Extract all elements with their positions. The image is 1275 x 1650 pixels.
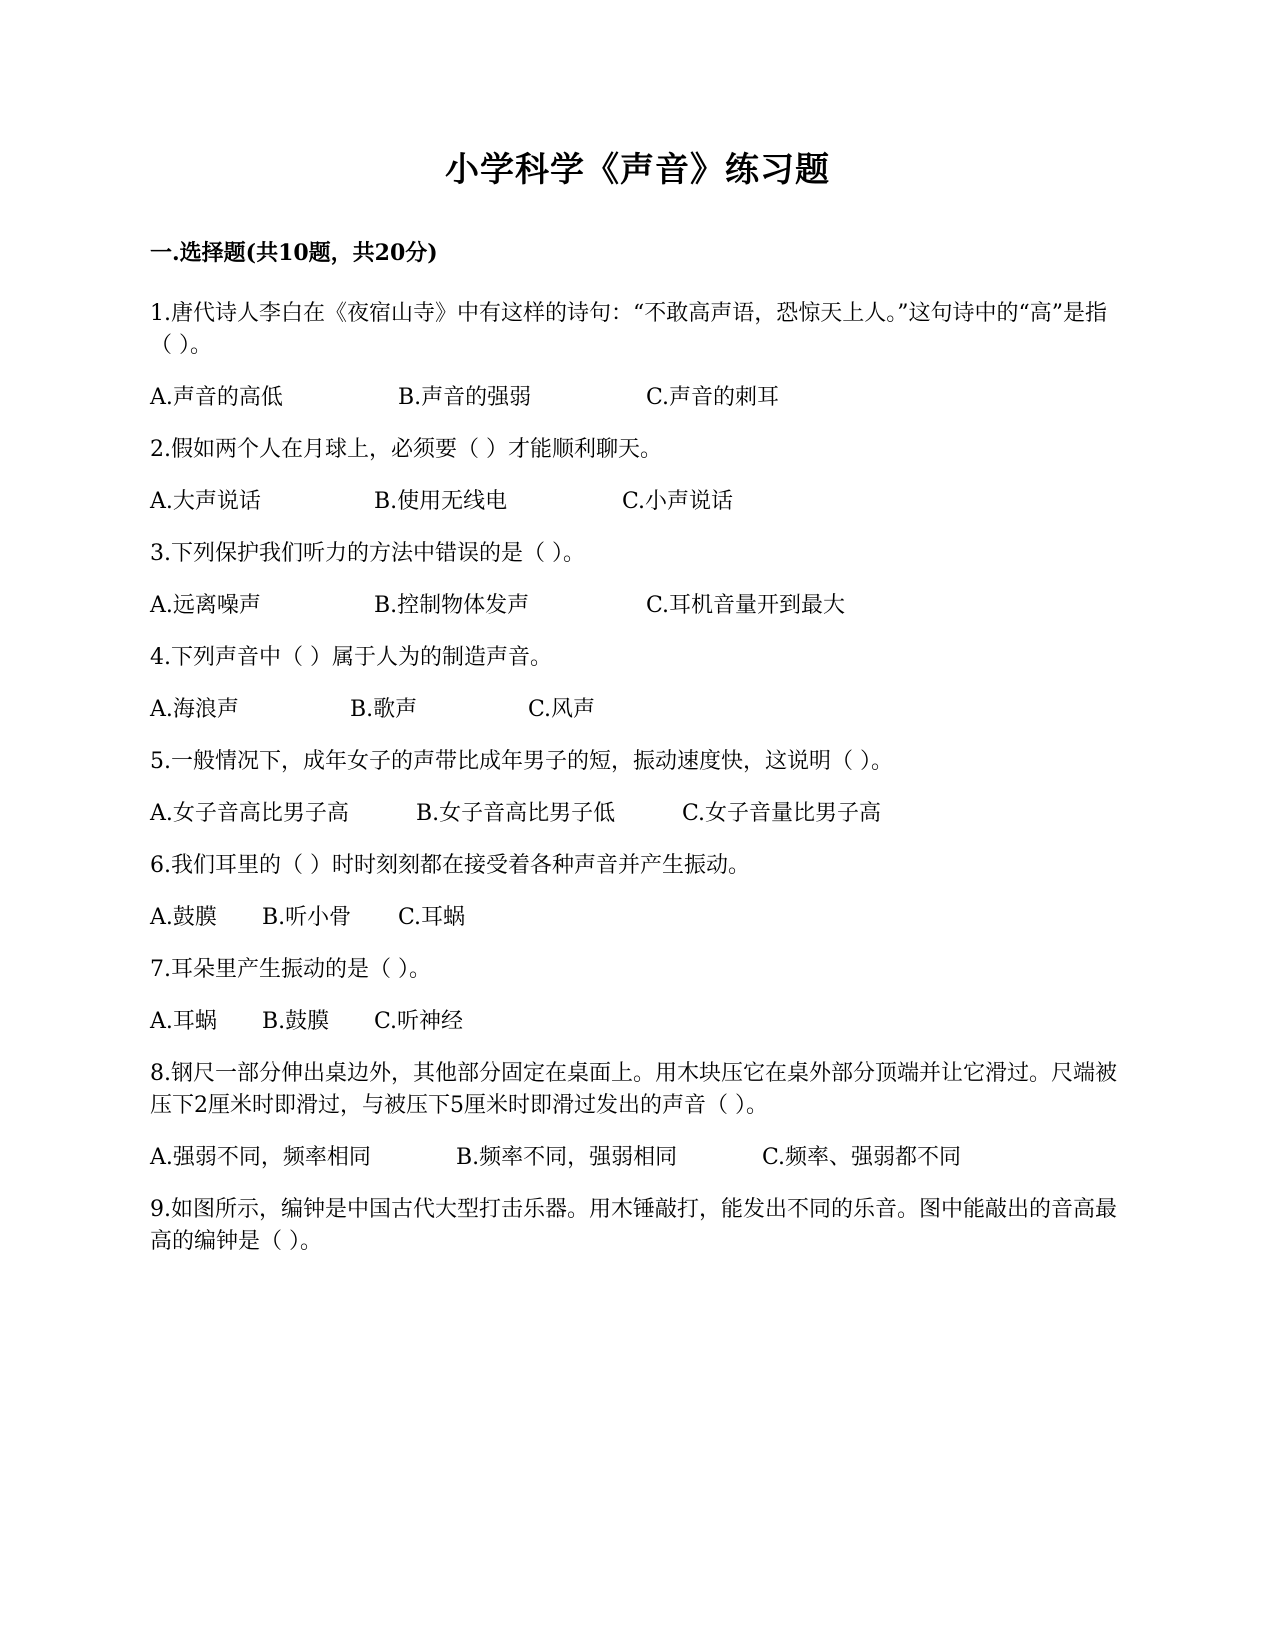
document-title: 小学科学《声音》练习题 xyxy=(445,150,830,190)
option-c: C.耳机音量开到最大 xyxy=(646,593,846,618)
question-9 xyxy=(150,1194,1125,1258)
option-a: A.耳蜗 xyxy=(150,1009,217,1034)
option-a: A.声音的高低 xyxy=(150,385,283,410)
option-b: B.鼓膜 xyxy=(262,1009,330,1034)
option-b: B.听小骨 xyxy=(262,905,352,930)
question-stem: 4.下列声音中（ ）属于人为的制造声音。 xyxy=(150,645,552,670)
question-options xyxy=(150,590,1125,622)
question-stem: 7.耳朵里产生振动的是（ ）。 xyxy=(150,957,431,982)
question-stem: 9.如图所示，编钟是中国古代大型打击乐器。用木锤敲打，能发出不同的乐音。图中能敲出的音高最高的编钟是（ ）。 xyxy=(150,1197,1117,1254)
option-b: B.控制物体发声 xyxy=(374,593,530,618)
question-list xyxy=(150,298,1125,1258)
option-c: C.频率、强弱都不同 xyxy=(762,1145,962,1170)
option-a: A.海浪声 xyxy=(150,697,239,722)
question-options xyxy=(150,382,1125,414)
option-b: B.女子音高比男子低 xyxy=(416,801,616,826)
option-c: C.风声 xyxy=(528,697,596,722)
question-options xyxy=(150,486,1125,518)
question-2 xyxy=(150,434,1125,518)
question-8 xyxy=(150,1058,1125,1174)
section-heading: 一.选择题(共10题，共20分) xyxy=(150,240,438,266)
question-stem: 5.一般情况下，成年女子的声带比成年男子的短，振动速度快，这说明（ ）。 xyxy=(150,749,893,774)
option-a: A.女子音高比男子高 xyxy=(150,801,349,826)
question-options xyxy=(150,798,1125,830)
option-b: B.频率不同，强弱相同 xyxy=(456,1145,678,1170)
option-a: A.强弱不同，频率相同 xyxy=(150,1145,371,1170)
option-a: A.远离噪声 xyxy=(150,593,261,618)
question-options xyxy=(150,902,1125,934)
option-a: A.鼓膜 xyxy=(150,905,217,930)
option-b: B.歌声 xyxy=(350,697,418,722)
option-c: C.听神经 xyxy=(374,1009,464,1034)
question-stem: 8.钢尺一部分伸出桌边外，其他部分固定在桌面上。用木块压它在桌外部分顶端并让它滑过。尺端被压下2厘米时即滑过，与被压下5厘米时即滑过发出的声音（ ）。 xyxy=(150,1061,1117,1118)
question-5 xyxy=(150,746,1125,830)
option-b: B.声音的强弱 xyxy=(398,385,532,410)
option-c: C.小声说话 xyxy=(622,489,734,514)
question-options xyxy=(150,1142,1125,1174)
question-6 xyxy=(150,850,1125,934)
question-stem: 6.我们耳里的（ ）时时刻刻都在接受着各种声音并产生振动。 xyxy=(150,853,750,878)
question-4 xyxy=(150,642,1125,726)
question-7 xyxy=(150,954,1125,1038)
question-options xyxy=(150,1006,1125,1038)
question-3 xyxy=(150,538,1125,622)
option-c: C.声音的刺耳 xyxy=(646,385,780,410)
option-c: C.耳蜗 xyxy=(398,905,466,930)
option-b: B.使用无线电 xyxy=(374,489,508,514)
question-options xyxy=(150,694,1125,726)
question-1 xyxy=(150,298,1125,414)
option-a: A.大声说话 xyxy=(150,489,261,514)
question-stem: 3.下列保护我们听力的方法中错误的是（ ）。 xyxy=(150,541,585,566)
option-c: C.女子音量比男子高 xyxy=(682,801,882,826)
question-stem: 1.唐代诗人李白在《夜宿山寺》中有这样的诗句：“不敢高声语，恐惊天上人。”这句诗中的“高”是指（ ）。 xyxy=(150,301,1107,358)
question-stem: 2.假如两个人在月球上，必须要（ ）才能顺利聊天。 xyxy=(150,437,662,462)
